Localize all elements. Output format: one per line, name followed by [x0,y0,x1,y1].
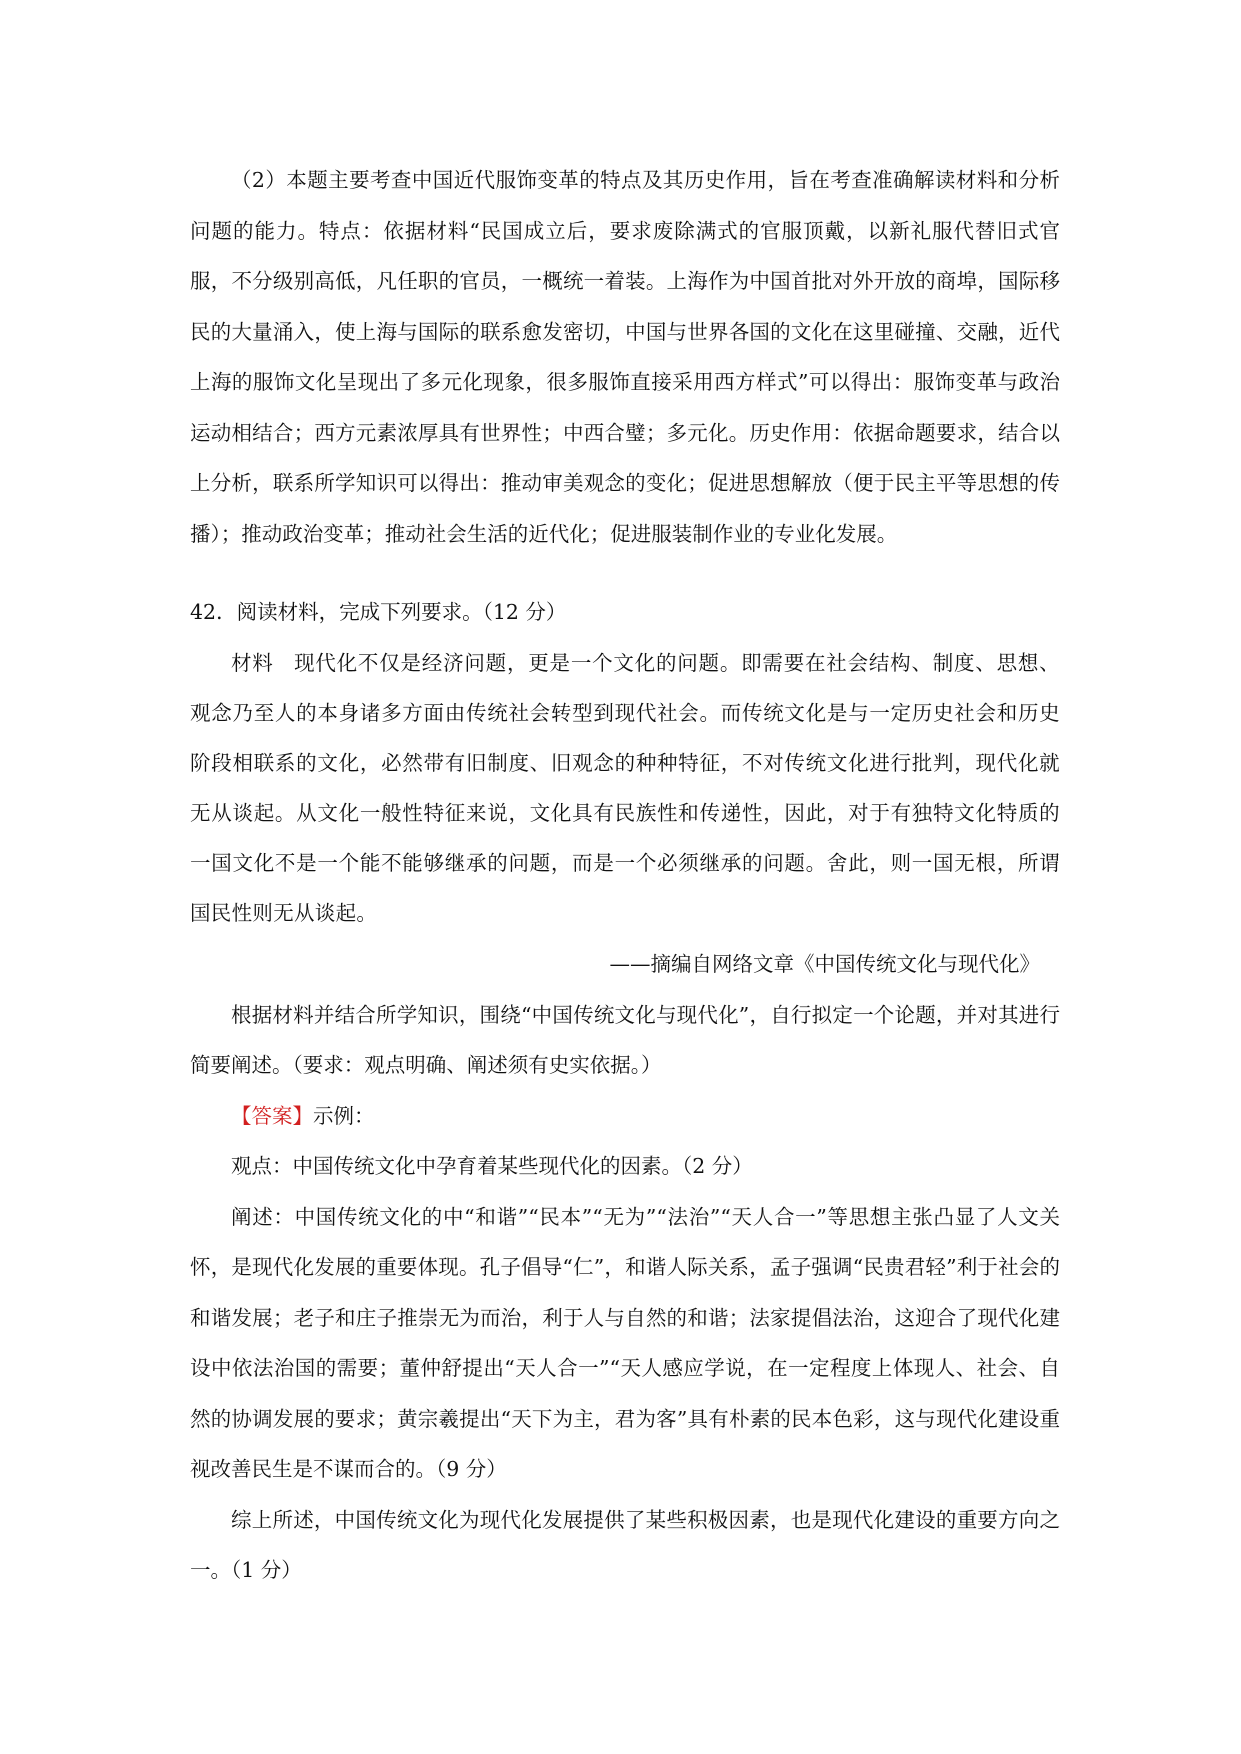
q42-header: 42．阅读材料，完成下列要求。（12 分） [190,600,567,624]
answer-intro: 示例： [313,1103,375,1128]
answer-conclusion: 综上所述，中国传统文化为现代化发展提供了某些积极因素，也是现代化建设的重要方向之一。（1 分） [190,1507,1060,1582]
q41-part2-analysis: （2）本题主要考查中国近代服饰变革的特点及其历史作用，旨在考查准确解读材料和分析问题的能力。特点：依据材料“民国成立后，要求废除满式的官服顶戴，以新礼服代替旧式官服，不分级别高低，凡任职的官员，一概统一着装。上海作为中国首批对外开放的商埠，国际移民的大量涌入，使上海与国际的联系愈发密切，中国与世界各国的文化在这里碰撞、交融，近代上海的服饰文化呈现出了多元化现象，很多服饰直接采用西方样式”可以得出：服饰变革与政治运动相结合；西方元素浓厚具有世界性；中西合璧；多元化。历史作用：依据命题要求，结合以上分析，联系所学知识可以得出：推动审美观念的变化；促进思想解放（便于民主平等思想的传播）；推动政治变革；推动社会生活的近代化；促进服装制作业的专业化发展。 [190,168,1060,546]
q42-prompt: 根据材料并结合所学知识，围绕“中国传统文化与现代化”，自行拟定一个论题，并对其进行简要阐述。（要求：观点明确、阐述须有史实依据。） [190,1002,1060,1077]
material-text: 现代化不仅是经济问题，更是一个文化的问题。即需要在社会结构、制度、思想、观念乃至人的本身诸多方面由传统社会转型到现代社会。而传统文化是与一定历史社会和历史阶段相联系的文化，必然带有旧制度、旧观念的种种特征，不对传统文化进行批判，现代化就无从谈起。从文化一般性特征来说，文化具有民族性和传递性，因此，对于有独特文化特质的一国文化不是一个能不能够继承的问题，而是一个必须继承的问题。舍此，则一国无根，所谓国民性则无从谈起。 [190,650,1060,925]
material-source: ——摘编自网络文章《中国传统文化与现代化》 [609,951,1040,976]
answer-elaboration: 阐述：中国传统文化的中“和谐”“民本”“无为”“法治”“天人合一”等思想主张凸显了人文关怀，是现代化发展的重要体现。孔子倡导“仁”，和谐人际关系，孟子强调“民贵君轻”利于社会的和谐发展；老子和庄子推崇无为而治，利于人与自然的和谐；法家提倡法治，这迎合了现代化建设中依法治国的需要；董仲舒提出“天人合一”“天人感应学说，在一定程度上体现人、社会、自然的协调发展的要求；黄宗羲提出“天下为主，君为客”具有朴素的民本色彩，这与现代化建设重视改善民生是不谋而合的。（9 分） [190,1204,1060,1481]
page-content [190,155,1060,1596]
q42-material [190,638,1060,938]
answer-tag: 【答案】 [231,1103,313,1128]
answer-viewpoint: 观点：中国传统文化中孕育着某些现代化的因素。（2 分） [231,1154,753,1178]
material-label: 材料 [231,650,274,675]
answer-line [190,1091,1060,1142]
